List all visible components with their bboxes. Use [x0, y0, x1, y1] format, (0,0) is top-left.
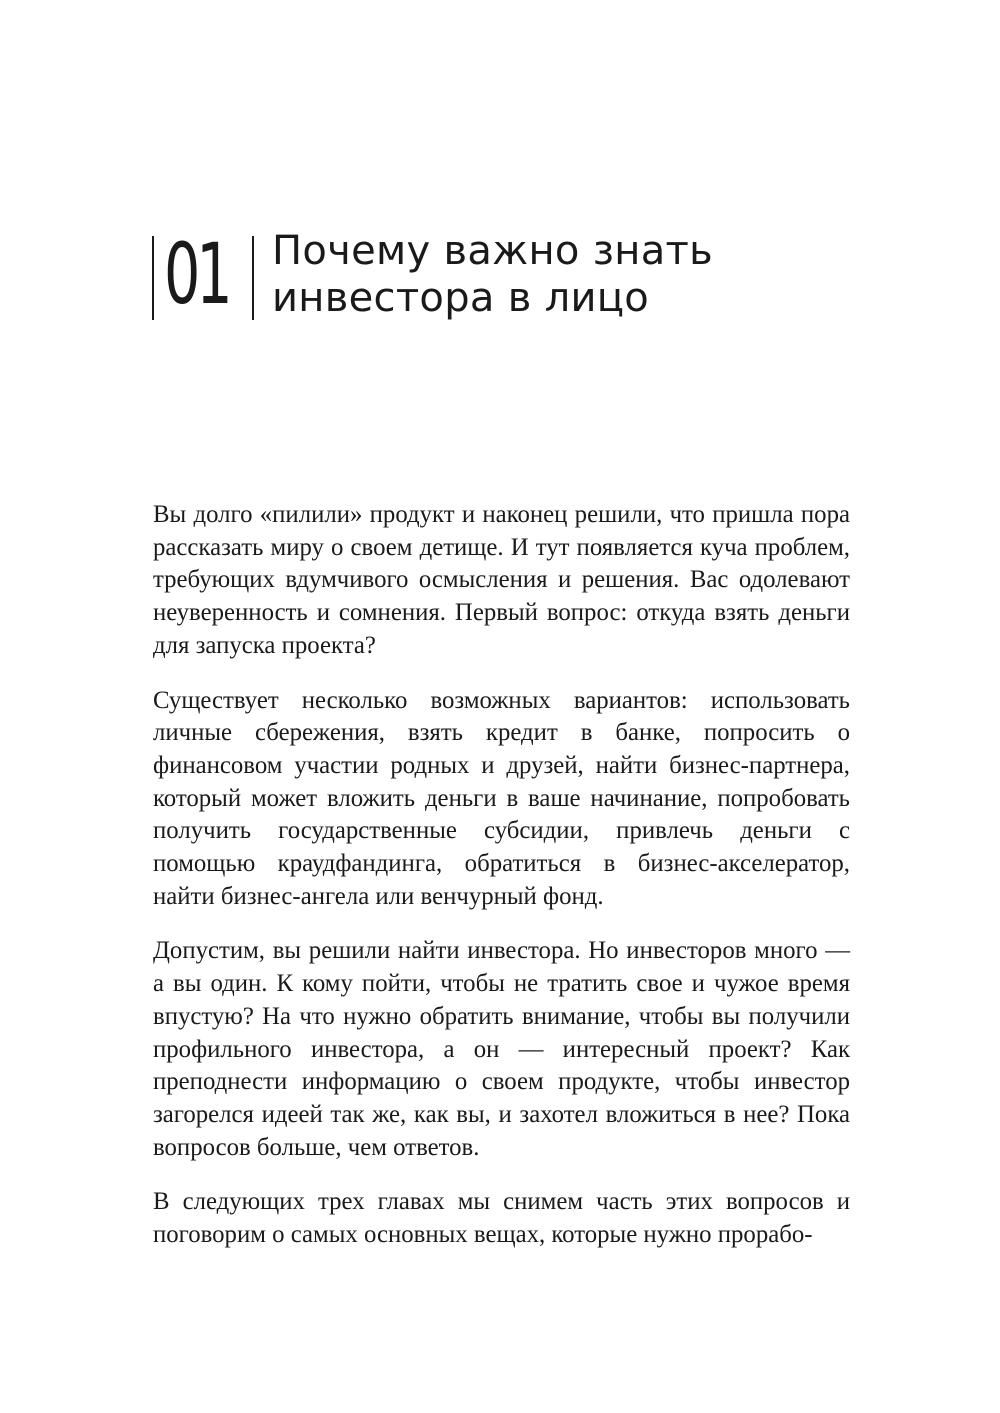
- body-text: [153, 499, 850, 1274]
- paragraph-3: Допустим, вы решили найти инвестора. Но инвесторов много — а вы один. К кому пойти, чтобы не тратить свое и чужое время впустую? На что нужно обратить внимание, чтобы вы получили профильного инвестора, а он — интересный проект? Как преподнести информацию о своем продукте, чтобы инвестор загорелся идеей так же, как вы, и захотел вложиться в нее? Пока вопросов больше, чем ответов.: [153, 937, 850, 1161]
- paragraph-4: В следующих трех главах мы снимем часть этих вопросов и поговорим о самых основных вещах, которые нужно прорабо-: [153, 1188, 850, 1249]
- paragraph-2: Существует несколько возможных вариантов: использовать личные сбережения, взять кредит в банке, попросить о финансовом участии родных и друзей, найти бизнес-партнера, который может вложить деньги в ваше начинание, попробовать получить государственные субсидии, привлечь деньги с помощью краудфандинга, обратиться в бизнес-акселератор, найти бизнес-ангела или венчурный фонд.: [153, 686, 850, 910]
- chapter-number: 01: [164, 225, 229, 323]
- chapter-divider-right: [252, 236, 254, 320]
- chapter-title: [272, 228, 892, 322]
- chapter-title-line-2: инвестора в лицо: [272, 275, 650, 321]
- chapter-divider-left: [152, 236, 154, 320]
- paragraph-1: Вы долго «пилили» продукт и наконец решили, что пришла пора рассказать миру о своем детище. И тут появляется куча проблем, требующих вдумчивого осмысления и решения. Вас одолевают неуверенность и сомнения. Первый вопрос: откуда взять деньги для запуска проекта?: [153, 501, 850, 659]
- chapter-title-line-1: Почему важно знать: [272, 228, 714, 274]
